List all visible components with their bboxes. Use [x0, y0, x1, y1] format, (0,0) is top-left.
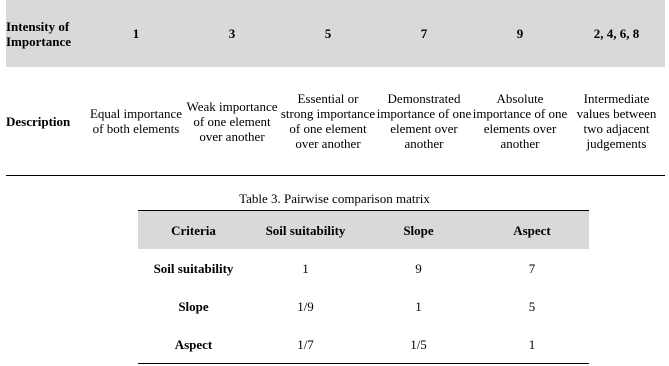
matrix-header-row	[138, 211, 589, 250]
column-header: Criteria	[138, 211, 249, 250]
description-cell: Essential or strong importance of one element over another	[280, 67, 376, 176]
column-header: Aspect	[475, 211, 589, 250]
intensity-value: 7	[376, 0, 472, 67]
matrix-cell: 1	[302, 260, 309, 276]
description-label: Description	[6, 67, 88, 176]
intensity-value: 1	[88, 0, 184, 67]
row-criteria: Aspect	[174, 336, 213, 352]
table-row	[138, 287, 589, 325]
intensity-value: 3	[184, 0, 280, 67]
intensity-label: Intensity of Importance	[6, 0, 88, 67]
pairwise-comparison-matrix	[138, 210, 589, 364]
matrix-cell: 9	[415, 260, 422, 276]
description-cell: Intermediate values between two adjacent judgements	[568, 67, 665, 176]
table-caption: Table 3. Pairwise comparison matrix	[239, 191, 430, 206]
matrix-cell: 5	[528, 298, 536, 314]
scale-header-row	[6, 0, 665, 67]
column-header: Soil suitability	[249, 211, 362, 250]
matrix-cell: 7	[528, 260, 536, 276]
intensity-value: 2, 4, 6, 8	[568, 0, 665, 67]
intensity-value: 9	[472, 0, 568, 67]
matrix-cell: 1/9	[297, 298, 314, 314]
table-row	[138, 325, 589, 364]
row-criteria: Slope	[178, 298, 209, 314]
row-criteria: Soil suitability	[153, 260, 234, 276]
description-cell: Equal importance of both elements	[88, 67, 184, 176]
matrix-cell: 1/7	[297, 336, 314, 352]
table-row	[138, 249, 589, 287]
intensity-value: 5	[280, 0, 376, 67]
matrix-cell: 1	[528, 336, 536, 352]
importance-scale-table	[6, 0, 665, 176]
description-cell: Weak importance of one element over another	[184, 67, 280, 176]
description-cell: Absolute importance of one elements over another	[472, 67, 568, 176]
matrix-cell: 1/5	[410, 336, 427, 352]
matrix-cell: 1	[415, 298, 422, 314]
description-cell: Demonstrated importance of one element over another	[376, 67, 472, 176]
scale-description-row	[6, 67, 665, 176]
column-header: Slope	[362, 211, 475, 250]
